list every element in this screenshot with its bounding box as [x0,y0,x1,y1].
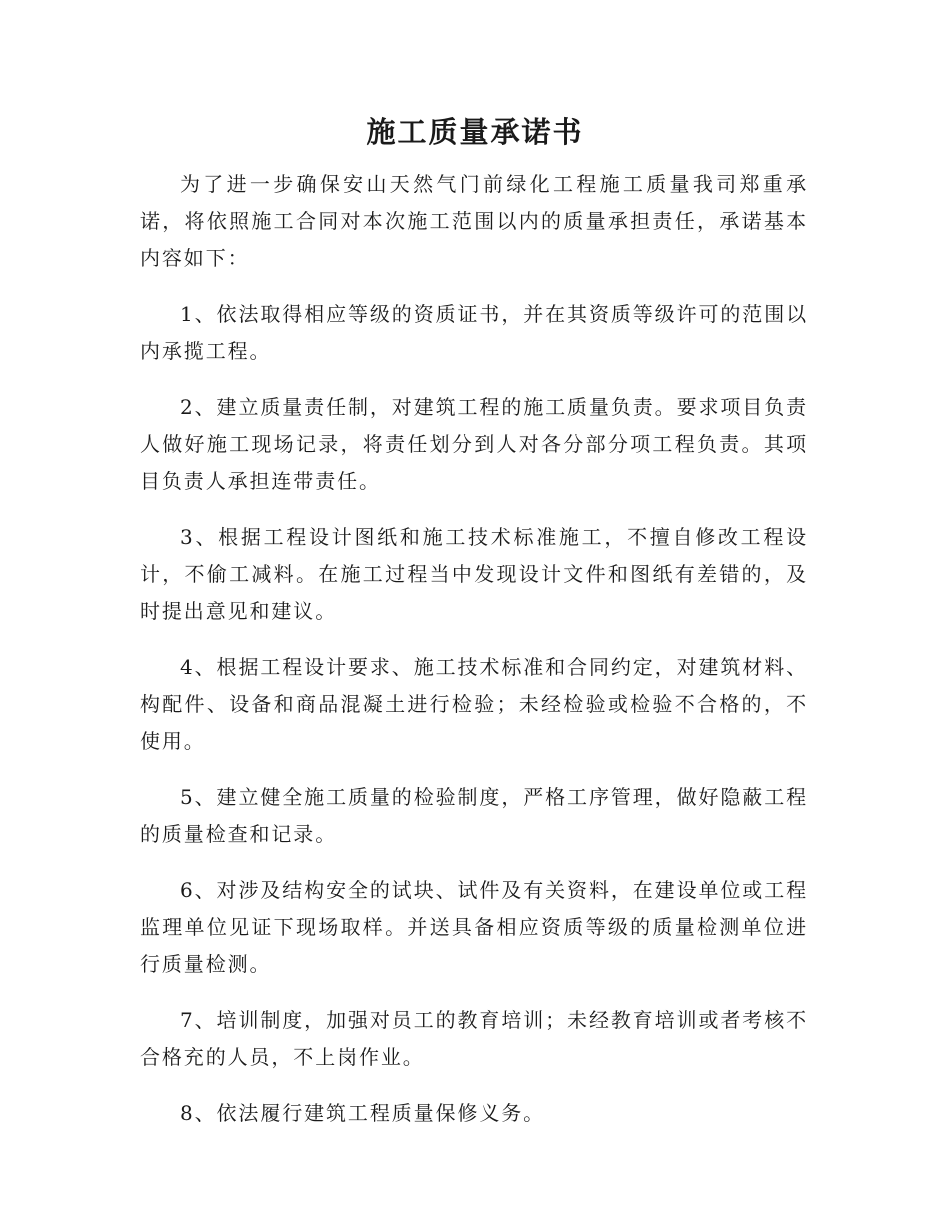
document-body [140,166,808,1151]
commitment-item-1: 1、依法取得相应等级的资质证书，并在其资质等级许可的范围以内承揽工程。 [140,302,808,363]
commitment-item-7: 7、培训制度，加强对员工的教育培训；未经教育培训或者考核不合格充的人员，不上岗作业。 [140,1008,808,1069]
intro-paragraph: 为了进一步确保安山天然气门前绿化工程施工质量我司郑重承诺，将依照施工合同对本次施工范围以内的质量承担责任，承诺基本内容如下： [140,172,808,270]
commitment-item-5: 5、建立健全施工质量的检验制度，严格工序管理，做好隐蔽工程的质量检查和记录。 [140,785,808,846]
document-title: 施工质量承诺书 [366,115,584,149]
commitment-item-2: 2、建立质量责任制，对建筑工程的施工质量负责。要求项目负责人做好施工现场记录，将责任划分到人对各分部分项工程负责。其项目负责人承担连带责任。 [140,395,808,493]
commitment-item-4: 4、根据工程设计要求、施工技术标准和合同约定，对建筑材料、构配件、设备和商品混凝土进行检验；未经检验或检验不合格的，不使用。 [140,655,808,753]
commitment-item-6: 6、对涉及结构安全的试块、试件及有关资料，在建设单位或工程监理单位见证下现场取样。并送具备相应资质等级的质量检测单位进行质量检测。 [140,878,808,976]
commitment-item-3: 3、根据工程设计图纸和施工技术标准施工，不擅自修改工程设计，不偷工减料。在施工过程当中发现设计文件和图纸有差错的，及时提出意见和建议。 [140,525,808,623]
commitment-item-8: 8、依法履行建筑工程质量保修义务。 [180,1101,546,1125]
